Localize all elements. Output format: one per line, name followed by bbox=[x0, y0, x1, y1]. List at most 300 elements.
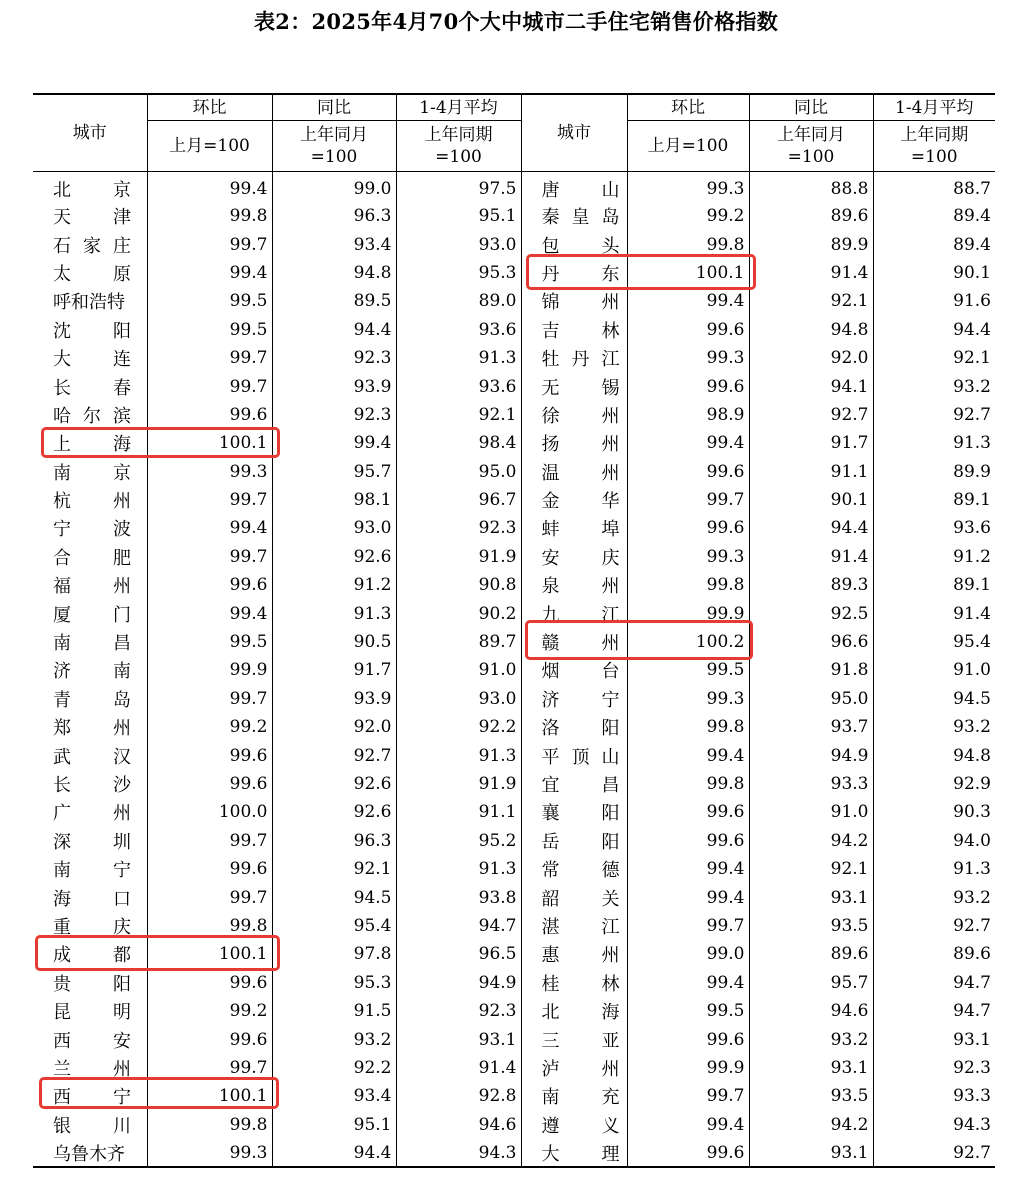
avg-value: 94.7 bbox=[873, 997, 995, 1025]
mom-header: 环比 bbox=[147, 94, 272, 121]
mom-value: 99.4 bbox=[627, 969, 749, 997]
table-row bbox=[33, 912, 995, 940]
city-name bbox=[521, 372, 627, 400]
city-name-text: 北海 bbox=[541, 1002, 620, 1024]
mom-value: 99.9 bbox=[147, 656, 272, 684]
avg-value: 92.1 bbox=[396, 401, 521, 429]
city-name-text: 丹东 bbox=[541, 263, 620, 285]
city-name-text: 兰州 bbox=[53, 1058, 131, 1080]
yoy-value: 94.9 bbox=[749, 741, 873, 769]
city-header: 城市 bbox=[33, 94, 147, 172]
mom-value: 99.7 bbox=[147, 230, 272, 258]
mom-value: 99.7 bbox=[627, 912, 749, 940]
mom-value: 99.6 bbox=[147, 401, 272, 429]
mom-value: 99.7 bbox=[627, 1082, 749, 1110]
table-row bbox=[33, 429, 995, 457]
table-row bbox=[33, 401, 995, 429]
city-name-text: 遵义 bbox=[541, 1115, 620, 1137]
avg-value: 92.9 bbox=[873, 770, 995, 798]
city-name-text: 牡丹江 bbox=[541, 349, 620, 371]
city-name-text: 包头 bbox=[541, 235, 620, 257]
yoy-value: 93.5 bbox=[749, 1082, 873, 1110]
mom-value: 99.3 bbox=[627, 344, 749, 372]
city-name bbox=[521, 685, 627, 713]
yoy-value: 92.7 bbox=[272, 741, 396, 769]
mom-value: 100.1 bbox=[147, 429, 272, 457]
table-row bbox=[33, 827, 995, 855]
city-name bbox=[33, 429, 147, 457]
mom-value: 99.0 bbox=[627, 940, 749, 968]
avg-base: 上年同期 =100 bbox=[873, 121, 995, 172]
yoy-value: 93.5 bbox=[749, 912, 873, 940]
yoy-value: 91.3 bbox=[272, 599, 396, 627]
city-name bbox=[33, 514, 147, 542]
city-name bbox=[521, 628, 627, 656]
yoy-value: 94.1 bbox=[749, 372, 873, 400]
city-name-text: 南充 bbox=[541, 1087, 620, 1109]
table-row bbox=[33, 770, 995, 798]
table-row bbox=[33, 1111, 995, 1139]
avg-value: 95.1 bbox=[396, 202, 521, 230]
yoy-value: 93.4 bbox=[272, 1082, 396, 1110]
city-name bbox=[33, 1082, 147, 1110]
mom-value: 99.8 bbox=[627, 770, 749, 798]
avg-value: 91.3 bbox=[396, 741, 521, 769]
city-name bbox=[521, 827, 627, 855]
mom-value: 99.7 bbox=[147, 486, 272, 514]
mom-value: 100.1 bbox=[147, 940, 272, 968]
table-row bbox=[33, 1139, 995, 1167]
avg-value: 94.6 bbox=[396, 1111, 521, 1139]
city-name bbox=[521, 571, 627, 599]
avg-value: 89.9 bbox=[873, 458, 995, 486]
yoy-value: 89.3 bbox=[749, 571, 873, 599]
city-name-text: 长春 bbox=[53, 377, 131, 399]
avg-value: 92.8 bbox=[396, 1082, 521, 1110]
mom-value: 99.6 bbox=[627, 1025, 749, 1053]
city-name-text: 哈尔滨 bbox=[53, 405, 131, 427]
city-name bbox=[521, 997, 627, 1025]
city-name-text: 安庆 bbox=[541, 547, 620, 569]
mom-value: 99.6 bbox=[147, 741, 272, 769]
yoy-value: 95.7 bbox=[272, 458, 396, 486]
city-name-text: 常德 bbox=[541, 860, 620, 882]
yoy-value: 91.1 bbox=[749, 458, 873, 486]
yoy-value: 94.2 bbox=[749, 1111, 873, 1139]
yoy-value: 95.0 bbox=[749, 685, 873, 713]
city-name bbox=[33, 883, 147, 911]
mom-value: 99.7 bbox=[147, 344, 272, 372]
city-name bbox=[33, 713, 147, 741]
mom-value: 99.8 bbox=[147, 202, 272, 230]
yoy-value: 93.1 bbox=[749, 1139, 873, 1167]
yoy-value: 92.0 bbox=[749, 344, 873, 372]
city-name-text: 郑州 bbox=[53, 718, 131, 740]
yoy-value: 92.6 bbox=[272, 770, 396, 798]
avg-value: 93.1 bbox=[873, 1025, 995, 1053]
table-row bbox=[33, 741, 995, 769]
table-row bbox=[33, 316, 995, 344]
table-row bbox=[33, 1054, 995, 1082]
yoy-value: 94.4 bbox=[749, 514, 873, 542]
avg-value: 91.1 bbox=[396, 798, 521, 826]
yoy-value: 94.5 bbox=[272, 883, 396, 911]
mom-value: 99.4 bbox=[627, 883, 749, 911]
avg-value: 91.9 bbox=[396, 543, 521, 571]
city-name-text: 桂林 bbox=[541, 973, 620, 995]
city-name bbox=[33, 571, 147, 599]
city-name-text: 南昌 bbox=[53, 633, 131, 655]
yoy-value: 91.7 bbox=[272, 656, 396, 684]
mom-value: 99.9 bbox=[627, 599, 749, 627]
city-name bbox=[33, 741, 147, 769]
mom-value: 99.2 bbox=[627, 202, 749, 230]
city-name-text: 济南 bbox=[53, 661, 131, 683]
avg-value: 91.4 bbox=[873, 599, 995, 627]
city-name-text: 福州 bbox=[53, 576, 131, 598]
yoy-value: 92.0 bbox=[272, 713, 396, 741]
city-name-text: 唐山 bbox=[541, 180, 620, 201]
mom-value: 99.7 bbox=[147, 685, 272, 713]
yoy-header: 同比 bbox=[272, 94, 396, 121]
yoy-value: 93.1 bbox=[749, 1054, 873, 1082]
avg-value: 92.7 bbox=[873, 1139, 995, 1167]
avg-value: 91.9 bbox=[396, 770, 521, 798]
mom-value: 99.4 bbox=[627, 429, 749, 457]
avg-value: 92.3 bbox=[396, 997, 521, 1025]
city-name bbox=[521, 1111, 627, 1139]
yoy-value: 90.1 bbox=[749, 486, 873, 514]
table-row bbox=[33, 259, 995, 287]
mom-value: 99.6 bbox=[147, 855, 272, 883]
table-row bbox=[33, 543, 995, 571]
city-name bbox=[521, 401, 627, 429]
table-row bbox=[33, 486, 995, 514]
city-name-text: 岳阳 bbox=[541, 831, 620, 853]
table-body bbox=[33, 172, 995, 1168]
mom-header: 环比 bbox=[627, 94, 749, 121]
table-row bbox=[33, 940, 995, 968]
city-name-text: 湛江 bbox=[541, 916, 620, 938]
yoy-value: 93.3 bbox=[749, 770, 873, 798]
yoy-value: 99.0 bbox=[272, 172, 396, 203]
avg-value: 96.5 bbox=[396, 940, 521, 968]
yoy-value: 92.3 bbox=[272, 344, 396, 372]
city-name bbox=[521, 1054, 627, 1082]
city-name-text: 赣州 bbox=[541, 633, 620, 655]
city-name bbox=[33, 1111, 147, 1139]
avg-value: 95.3 bbox=[396, 259, 521, 287]
avg-value: 93.3 bbox=[873, 1082, 995, 1110]
city-name bbox=[521, 458, 627, 486]
mom-value: 99.7 bbox=[147, 827, 272, 855]
avg-value: 94.3 bbox=[396, 1139, 521, 1167]
city-name bbox=[33, 770, 147, 798]
yoy-value: 92.6 bbox=[272, 798, 396, 826]
mom-value: 99.5 bbox=[627, 997, 749, 1025]
avg-value: 91.3 bbox=[396, 855, 521, 883]
city-name bbox=[521, 344, 627, 372]
mom-value: 99.3 bbox=[147, 458, 272, 486]
avg-value: 93.0 bbox=[396, 230, 521, 258]
yoy-value: 98.1 bbox=[272, 486, 396, 514]
city-name-text: 金华 bbox=[541, 491, 620, 513]
mom-value: 99.4 bbox=[627, 1111, 749, 1139]
avg-value: 94.3 bbox=[873, 1111, 995, 1139]
city-name-text: 乌鲁木齐 bbox=[53, 1143, 125, 1165]
city-name-text: 济宁 bbox=[541, 689, 620, 711]
mom-value: 99.2 bbox=[147, 713, 272, 741]
avg-value: 91.4 bbox=[396, 1054, 521, 1082]
city-name bbox=[521, 486, 627, 514]
city-name bbox=[521, 287, 627, 315]
mom-value: 99.4 bbox=[147, 599, 272, 627]
avg-value: 90.3 bbox=[873, 798, 995, 826]
city-name-text: 长沙 bbox=[53, 775, 131, 796]
city-name-text: 平顶山 bbox=[541, 746, 620, 768]
yoy-base: 上年同月 =100 bbox=[749, 121, 873, 172]
city-name bbox=[521, 770, 627, 798]
avg-value: 92.7 bbox=[873, 401, 995, 429]
price-index-table bbox=[33, 93, 995, 1168]
yoy-value: 95.3 bbox=[272, 969, 396, 997]
avg-value: 94.7 bbox=[873, 969, 995, 997]
city-name bbox=[521, 543, 627, 571]
mom-value: 100.0 bbox=[147, 798, 272, 826]
city-name-text: 温州 bbox=[541, 462, 620, 484]
city-name-text: 宁波 bbox=[53, 519, 131, 541]
city-name bbox=[521, 202, 627, 230]
city-name bbox=[33, 372, 147, 400]
table-row bbox=[33, 997, 995, 1025]
mom-value: 100.1 bbox=[147, 1082, 272, 1110]
city-name bbox=[33, 401, 147, 429]
table-row bbox=[33, 1082, 995, 1110]
yoy-value: 92.1 bbox=[272, 855, 396, 883]
mom-base: 上月=100 bbox=[627, 121, 749, 172]
mom-value: 99.7 bbox=[147, 543, 272, 571]
city-name-text: 泸州 bbox=[541, 1058, 620, 1080]
yoy-value: 91.4 bbox=[749, 259, 873, 287]
mom-value: 99.9 bbox=[627, 1054, 749, 1082]
yoy-value: 94.6 bbox=[749, 997, 873, 1025]
table-row bbox=[33, 855, 995, 883]
mom-value: 99.4 bbox=[147, 514, 272, 542]
city-name bbox=[521, 912, 627, 940]
city-name bbox=[33, 1054, 147, 1082]
yoy-value: 89.6 bbox=[749, 202, 873, 230]
city-name-text: 青岛 bbox=[53, 689, 131, 711]
yoy-value: 91.7 bbox=[749, 429, 873, 457]
mom-value: 99.4 bbox=[627, 855, 749, 883]
city-name-text: 徐州 bbox=[541, 405, 620, 427]
table-row bbox=[33, 458, 995, 486]
avg-value: 89.1 bbox=[873, 571, 995, 599]
table-row bbox=[33, 798, 995, 826]
city-name bbox=[33, 1139, 147, 1167]
mom-value: 99.8 bbox=[147, 1111, 272, 1139]
mom-base: 上月=100 bbox=[147, 121, 272, 172]
city-name-text: 大连 bbox=[53, 349, 131, 371]
city-name bbox=[33, 316, 147, 344]
avg-value: 93.8 bbox=[396, 883, 521, 911]
avg-value: 91.2 bbox=[873, 543, 995, 571]
city-name-text: 三亚 bbox=[541, 1030, 620, 1052]
table-row bbox=[33, 172, 995, 203]
city-name-text: 昆明 bbox=[53, 1002, 131, 1024]
yoy-value: 96.3 bbox=[272, 202, 396, 230]
mom-value: 99.6 bbox=[147, 770, 272, 798]
city-name bbox=[33, 486, 147, 514]
city-name bbox=[33, 827, 147, 855]
mom-value: 99.2 bbox=[147, 997, 272, 1025]
table-row bbox=[33, 230, 995, 258]
table-title: 表2：2025年4月70个大中城市二手住宅销售价格指数 bbox=[254, 9, 778, 34]
avg-value: 91.3 bbox=[873, 429, 995, 457]
mom-value: 99.6 bbox=[147, 969, 272, 997]
city-name-text: 广州 bbox=[53, 803, 131, 825]
avg-value: 94.8 bbox=[873, 741, 995, 769]
yoy-value: 92.1 bbox=[749, 855, 873, 883]
city-name bbox=[33, 1025, 147, 1053]
yoy-value: 94.2 bbox=[749, 827, 873, 855]
city-name-text: 南宁 bbox=[53, 860, 131, 882]
mom-value: 99.6 bbox=[627, 458, 749, 486]
city-name bbox=[521, 855, 627, 883]
table-row bbox=[33, 656, 995, 684]
avg-value: 91.6 bbox=[873, 287, 995, 315]
mom-value: 99.4 bbox=[147, 172, 272, 203]
mom-value: 99.6 bbox=[147, 571, 272, 599]
city-name-text: 西宁 bbox=[53, 1087, 131, 1109]
city-name-text: 秦皇岛 bbox=[541, 207, 620, 229]
yoy-value: 88.8 bbox=[749, 172, 873, 203]
yoy-value: 92.7 bbox=[749, 401, 873, 429]
avg-value: 92.7 bbox=[873, 912, 995, 940]
avg-value: 89.1 bbox=[873, 486, 995, 514]
mom-value: 99.3 bbox=[627, 172, 749, 203]
table-row bbox=[33, 713, 995, 741]
mom-value: 99.5 bbox=[627, 656, 749, 684]
city-name bbox=[33, 230, 147, 258]
avg-value: 95.4 bbox=[873, 628, 995, 656]
avg-value: 92.2 bbox=[396, 713, 521, 741]
city-name-text: 太原 bbox=[53, 263, 131, 285]
avg-value: 98.4 bbox=[396, 429, 521, 457]
table-row bbox=[33, 514, 995, 542]
city-name bbox=[521, 883, 627, 911]
city-name bbox=[33, 656, 147, 684]
mom-value: 99.7 bbox=[147, 883, 272, 911]
mom-value: 99.4 bbox=[627, 287, 749, 315]
city-name bbox=[33, 344, 147, 372]
city-name bbox=[521, 259, 627, 287]
mom-value: 99.4 bbox=[147, 259, 272, 287]
city-name bbox=[521, 599, 627, 627]
avg-value: 95.2 bbox=[396, 827, 521, 855]
table-row bbox=[33, 344, 995, 372]
yoy-value: 92.2 bbox=[272, 1054, 396, 1082]
city-name-text: 大理 bbox=[541, 1143, 620, 1165]
city-name bbox=[33, 458, 147, 486]
mom-value: 100.1 bbox=[627, 259, 749, 287]
city-name-text: 西安 bbox=[53, 1030, 131, 1052]
city-name bbox=[521, 316, 627, 344]
city-name bbox=[521, 172, 627, 203]
mom-value: 99.8 bbox=[627, 571, 749, 599]
avg-value: 93.6 bbox=[396, 316, 521, 344]
yoy-value: 91.2 bbox=[272, 571, 396, 599]
city-name-text: 襄阳 bbox=[541, 803, 620, 825]
mom-value: 99.4 bbox=[627, 741, 749, 769]
yoy-value: 93.4 bbox=[272, 230, 396, 258]
city-name bbox=[33, 543, 147, 571]
avg-value: 93.2 bbox=[873, 372, 995, 400]
city-name bbox=[521, 940, 627, 968]
avg-value: 94.4 bbox=[873, 316, 995, 344]
avg-value: 95.0 bbox=[396, 458, 521, 486]
yoy-base: 上年同月 =100 bbox=[272, 121, 396, 172]
city-name bbox=[33, 287, 147, 315]
yoy-value: 96.6 bbox=[749, 628, 873, 656]
avg-value: 93.6 bbox=[873, 514, 995, 542]
table-row bbox=[33, 571, 995, 599]
avg-base: 上年同期 =100 bbox=[396, 121, 521, 172]
avg-value: 89.4 bbox=[873, 230, 995, 258]
mom-value: 99.6 bbox=[627, 1139, 749, 1167]
yoy-value: 91.5 bbox=[272, 997, 396, 1025]
avg-value: 93.1 bbox=[396, 1025, 521, 1053]
city-name bbox=[33, 202, 147, 230]
table-row bbox=[33, 628, 995, 656]
city-name bbox=[521, 713, 627, 741]
mom-value: 99.6 bbox=[147, 1025, 272, 1053]
city-name bbox=[521, 514, 627, 542]
city-header: 城市 bbox=[521, 94, 627, 172]
yoy-value: 93.2 bbox=[749, 1025, 873, 1053]
city-name-text: 重庆 bbox=[53, 916, 131, 938]
table-row bbox=[33, 883, 995, 911]
yoy-value: 92.1 bbox=[749, 287, 873, 315]
mom-value: 99.7 bbox=[147, 1054, 272, 1082]
city-name-text: 烟台 bbox=[541, 661, 620, 683]
table-row bbox=[33, 1025, 995, 1053]
city-name-text: 武汉 bbox=[53, 746, 131, 768]
city-name-text: 北京 bbox=[53, 180, 131, 201]
city-name bbox=[33, 969, 147, 997]
avg-value: 96.7 bbox=[396, 486, 521, 514]
avg-value: 90.8 bbox=[396, 571, 521, 599]
mom-value: 99.5 bbox=[147, 628, 272, 656]
yoy-value: 91.0 bbox=[749, 798, 873, 826]
mom-value: 100.2 bbox=[627, 628, 749, 656]
city-name-text: 九江 bbox=[541, 604, 620, 626]
mom-value: 99.5 bbox=[147, 287, 272, 315]
yoy-value: 95.4 bbox=[272, 912, 396, 940]
table-row bbox=[33, 287, 995, 315]
yoy-value: 95.1 bbox=[272, 1111, 396, 1139]
city-name bbox=[33, 997, 147, 1025]
city-name bbox=[521, 429, 627, 457]
avg-value: 93.2 bbox=[873, 713, 995, 741]
city-name bbox=[33, 798, 147, 826]
yoy-value: 91.8 bbox=[749, 656, 873, 684]
avg-value: 89.4 bbox=[873, 202, 995, 230]
city-name bbox=[33, 628, 147, 656]
yoy-value: 89.6 bbox=[749, 940, 873, 968]
city-name-text: 杭州 bbox=[53, 491, 131, 513]
city-name-text: 宜昌 bbox=[541, 775, 620, 796]
